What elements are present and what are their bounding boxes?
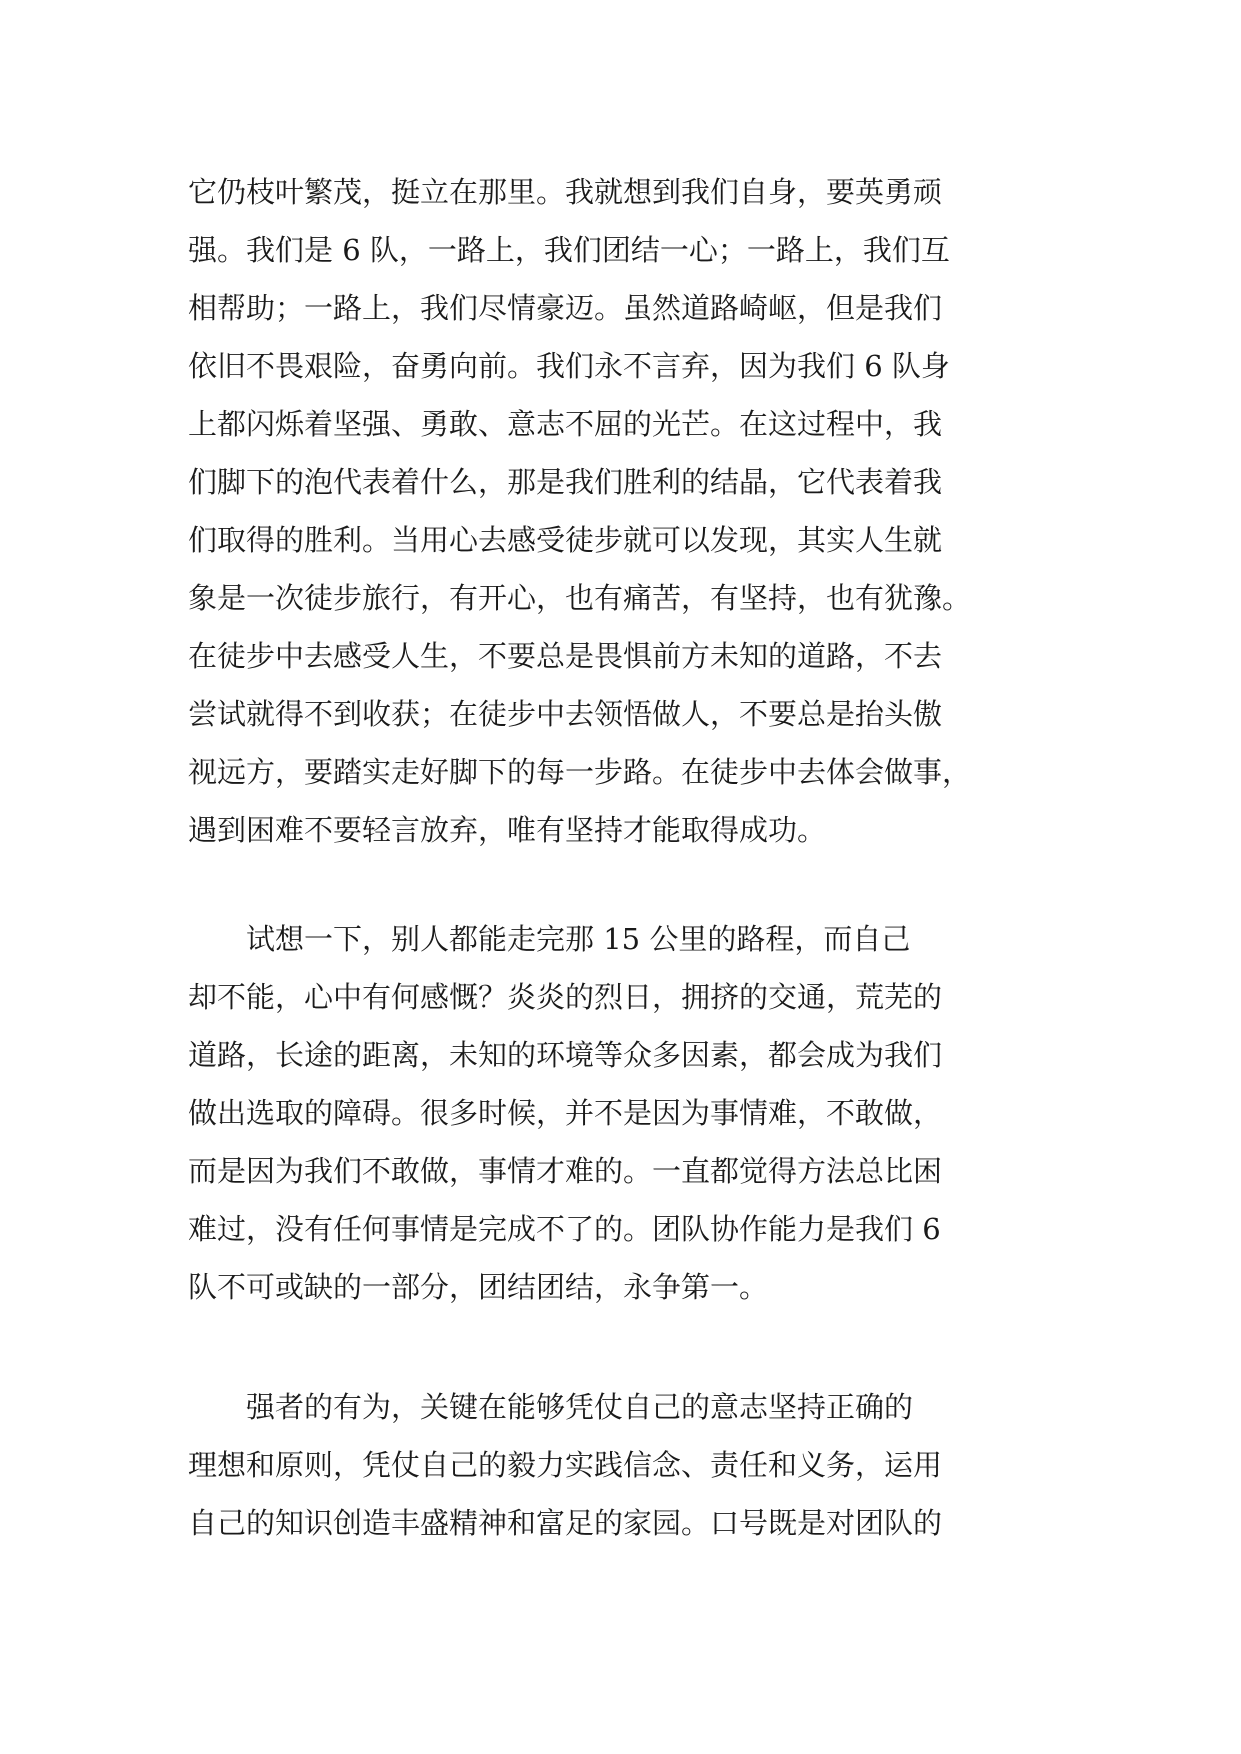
paragraph-line: 象是一次徒步旅行，有开心，也有痛苦，有坚持，也有犹豫。 bbox=[188, 581, 972, 615]
paragraph-line: 理想和原则，凭仗自己的毅力实践信念、责任和义务，运用 bbox=[188, 1448, 943, 1482]
paragraph-1 bbox=[188, 163, 1058, 859]
paragraph-line: 强。我们是 6 队，一路上，我们团结一心；一路上，我们互 bbox=[188, 233, 950, 267]
paragraph-line: 队不可或缺的一部分，团结团结，永争第一。 bbox=[188, 1270, 769, 1304]
paragraph-line: 它仍枝叶繁茂，挺立在那里。我就想到我们自身，要英勇顽 bbox=[188, 175, 943, 209]
paragraph-line: 自己的知识创造丰盛精神和富足的家园。口号既是对团队的 bbox=[188, 1506, 943, 1540]
paragraph-line: 相帮助；一路上，我们尽情豪迈。虽然道路崎岖，但是我们 bbox=[188, 291, 943, 325]
paragraph-line: 在徒步中去感受人生，不要总是畏惧前方未知的道路，不去 bbox=[188, 639, 943, 673]
paragraph-line: 尝试就得不到收获；在徒步中去领悟做人，不要总是抬头傲 bbox=[188, 697, 943, 731]
paragraph-line: 难过，没有任何事情是完成不了的。团队协作能力是我们 6 bbox=[188, 1212, 941, 1246]
paragraph-line: 视远方，要踏实走好脚下的每一步路。在徒步中去体会做事， bbox=[188, 755, 972, 789]
paragraph-line: 依旧不畏艰险，奋勇向前。我们永不言弃，因为我们 6 队身 bbox=[188, 349, 950, 383]
paragraph-line: 却不能，心中有何感慨？炎炎的烈日，拥挤的交通，荒芜的 bbox=[188, 980, 943, 1014]
paragraph-line: 做出选取的障碍。很多时候，并不是因为事情难，不敢做， bbox=[188, 1096, 943, 1130]
paragraph-line: 们脚下的泡代表着什么，那是我们胜利的结晶，它代表着我 bbox=[188, 465, 943, 499]
paragraph-line: 道路，长途的距离，未知的环境等众多因素，都会成为我们 bbox=[188, 1038, 943, 1072]
paragraph-line: 而是因为我们不敢做，事情才难的。一直都觉得方法总比困 bbox=[188, 1154, 943, 1188]
paragraph-line: 遇到困难不要轻言放弃，唯有坚持才能取得成功。 bbox=[188, 813, 827, 847]
paragraph-line: 上都闪烁着坚强、勇敢、意志不屈的光芒。在这过程中，我 bbox=[188, 407, 943, 441]
paragraph-line: 强者的有为，关键在能够凭仗自己的意志坚持正确的 bbox=[188, 1390, 914, 1424]
paragraph-line: 们取得的胜利。当用心去感受徒步就可以发现，其实人生就 bbox=[188, 523, 943, 557]
paragraph-line: 试想一下，别人都能走完那 15 公里的路程，而自己 bbox=[188, 922, 911, 956]
paragraph-3 bbox=[188, 1378, 1058, 1552]
paragraph-2 bbox=[188, 910, 1058, 1316]
